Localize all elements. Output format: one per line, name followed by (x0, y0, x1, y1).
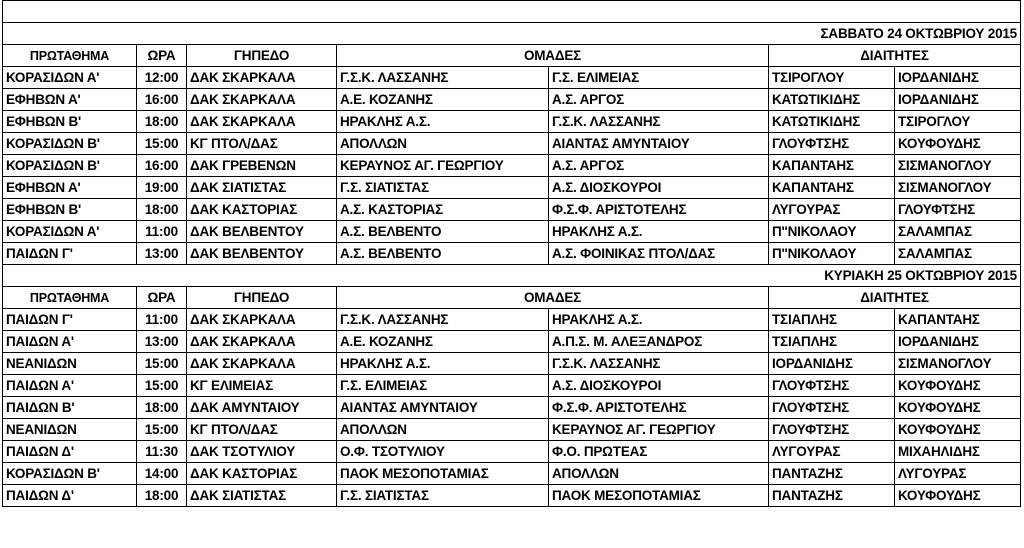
home-team-cell: Γ.Σ. ΣΙΑΤΙΣΤΑΣ (337, 177, 549, 199)
referee-2-cell: ΙΟΡΔΑΝΙΔΗΣ (895, 67, 1021, 89)
championship-cell: ΚΟΡΑΣΙΔΩΝ Β' (3, 155, 137, 177)
referee-2-cell: ΚΟΥΦΟΥΔΗΣ (895, 375, 1021, 397)
away-team-cell: Γ.Σ.Κ. ΛΑΣΣΑΝΗΣ (549, 111, 769, 133)
time-cell: 13:00 (137, 331, 187, 353)
time-cell: 15:00 (137, 353, 187, 375)
championship-cell: ΠΑΙΔΩΝ Α' (3, 375, 137, 397)
venue-cell: ΔΑΚ ΚΑΣΤΟΡΙΑΣ (187, 463, 337, 485)
championship-cell: ΕΦΗΒΩΝ Α' (3, 89, 137, 111)
venue-cell: ΔΑΚ ΚΑΣΤΟΡΙΑΣ (187, 199, 337, 221)
header-referees: ΔΙΑΙΤΗΤΕΣ (769, 45, 1021, 67)
championship-cell: ΠΑΙΔΩΝ Γ' (3, 309, 137, 331)
referee-1-cell: ΓΛΟΥΦΤΣΗΣ (769, 375, 895, 397)
championship-cell: ΠΑΙΔΩΝ Α' (3, 331, 137, 353)
home-team-cell: Γ.Σ.Κ. ΛΑΣΣΑΝΗΣ (337, 67, 549, 89)
venue-cell: ΔΑΚ ΣΚΑΡΚΑΛΑ (187, 331, 337, 353)
match-row (3, 463, 1021, 485)
separator-line (3, 1, 1021, 23)
away-team-cell: Γ.Σ. ΕΛΙΜΕΙΑΣ (549, 67, 769, 89)
referee-1-cell: ΛΥΓΟΥΡΑΣ (769, 199, 895, 221)
referee-2-cell: ΚΟΥΦΟΥΔΗΣ (895, 133, 1021, 155)
time-cell: 11:00 (137, 309, 187, 331)
time-cell: 18:00 (137, 199, 187, 221)
match-row (3, 155, 1021, 177)
championship-cell: ΚΟΡΑΣΙΔΩΝ Α' (3, 67, 137, 89)
time-cell: 16:00 (137, 89, 187, 111)
header-time: ΩΡΑ (137, 45, 187, 67)
home-team-cell: ΗΡΑΚΛΗΣ Α.Σ. (337, 111, 549, 133)
home-team-cell: ΑΠΟΛΛΩΝ (337, 419, 549, 441)
venue-cell: ΔΑΚ ΑΜΥΝΤΑΙΟΥ (187, 397, 337, 419)
day-title-row (3, 265, 1021, 287)
away-team-cell: ΗΡΑΚΛΗΣ Α.Σ. (549, 309, 769, 331)
referee-1-cell: Π''ΝΙΚΟΛΑΟΥ (769, 221, 895, 243)
referee-1-cell: ΚΑΤΩΤΙΚΙΔΗΣ (769, 111, 895, 133)
day-title: ΚΥΡΙΑΚΗ 25 ΟΚΤΩΒΡΙΟΥ 2015 (3, 265, 1021, 287)
time-cell: 18:00 (137, 111, 187, 133)
time-cell: 12:00 (137, 67, 187, 89)
time-cell: 19:00 (137, 177, 187, 199)
home-team-cell: Γ.Σ. ΕΛΙΜΕΙΑΣ (337, 375, 549, 397)
referee-1-cell: ΓΛΟΥΦΤΣΗΣ (769, 133, 895, 155)
away-team-cell: Φ.Σ.Φ. ΑΡΙΣΤΟΤΕΛΗΣ (549, 199, 769, 221)
match-row (3, 353, 1021, 375)
championship-cell: ΝΕΑΝΙΔΩΝ (3, 419, 137, 441)
away-team-cell: Α.Σ. ΑΡΓΟΣ (549, 155, 769, 177)
time-cell: 18:00 (137, 397, 187, 419)
referee-1-cell: ΠΑΝΤΑΖΗΣ (769, 485, 895, 507)
match-row (3, 375, 1021, 397)
championship-cell: ΕΦΗΒΩΝ Β' (3, 111, 137, 133)
time-cell: 15:00 (137, 419, 187, 441)
day-separator (3, 1, 1021, 23)
home-team-cell: Α.Ε. ΚΟΖΑΝΗΣ (337, 89, 549, 111)
match-row (3, 309, 1021, 331)
header-referees: ΔΙΑΙΤΗΤΕΣ (769, 287, 1021, 309)
referee-1-cell: ΤΣΙΑΠΛΗΣ (769, 331, 895, 353)
header-teams: ΟΜΑΔΕΣ (337, 45, 769, 67)
home-team-cell: Γ.Σ.Κ. ΛΑΣΣΑΝΗΣ (337, 309, 549, 331)
home-team-cell: Γ.Σ. ΣΙΑΤΙΣΤΑΣ (337, 485, 549, 507)
championship-cell: ΠΑΙΔΩΝ Γ' (3, 243, 137, 265)
header-time: ΩΡΑ (137, 287, 187, 309)
referee-2-cell: ΤΣΙΡΟΓΛΟΥ (895, 111, 1021, 133)
match-row (3, 485, 1021, 507)
championship-cell: ΝΕΑΝΙΔΩΝ (3, 353, 137, 375)
home-team-cell: ΠΑΟΚ ΜΕΣΟΠΟΤΑΜΙΑΣ (337, 463, 549, 485)
time-cell: 15:00 (137, 375, 187, 397)
referee-2-cell: ΚΟΥΦΟΥΔΗΣ (895, 419, 1021, 441)
match-row (3, 441, 1021, 463)
match-row (3, 133, 1021, 155)
away-team-cell: ΗΡΑΚΛΗΣ Α.Σ. (549, 221, 769, 243)
referee-2-cell: ΣΙΣΜΑΝΟΓΛΟΥ (895, 353, 1021, 375)
championship-cell: ΕΦΗΒΩΝ Β' (3, 199, 137, 221)
header-championship: ΠΡΩΤΑΘΗΜΑ (3, 45, 137, 67)
referee-1-cell: Π''ΝΙΚΟΛΑΟΥ (769, 243, 895, 265)
referee-2-cell: ΜΙΧΑΗΛΙΔΗΣ (895, 441, 1021, 463)
match-row (3, 419, 1021, 441)
referee-1-cell: ΠΑΝΤΑΖΗΣ (769, 463, 895, 485)
referee-1-cell: ΓΛΟΥΦΤΣΗΣ (769, 419, 895, 441)
venue-cell: ΔΑΚ ΓΡΕΒΕΝΩΝ (187, 155, 337, 177)
championship-cell: ΠΑΙΔΩΝ Β' (3, 397, 137, 419)
away-team-cell: Α.Π.Σ. Μ. ΑΛΕΞΑΝΔΡΟΣ (549, 331, 769, 353)
away-team-cell: Α.Σ. ΦΟΙΝΙΚΑΣ ΠΤΟΛ/ΔΑΣ (549, 243, 769, 265)
match-row (3, 67, 1021, 89)
referee-2-cell: ΣΑΛΑΜΠΑΣ (895, 221, 1021, 243)
referee-2-cell: ΚΟΥΦΟΥΔΗΣ (895, 397, 1021, 419)
time-cell: 11:30 (137, 441, 187, 463)
venue-cell: ΚΓ ΕΛΙΜΕΙΑΣ (187, 375, 337, 397)
referee-2-cell: ΣΙΣΜΑΝΟΓΛΟΥ (895, 155, 1021, 177)
match-row (3, 89, 1021, 111)
venue-cell: ΚΓ ΠΤΟΛ/ΔΑΣ (187, 133, 337, 155)
header-venue: ΓΗΠΕΔΟ (187, 287, 337, 309)
referee-1-cell: ΚΑΤΩΤΙΚΙΔΗΣ (769, 89, 895, 111)
championship-cell: ΚΟΡΑΣΙΔΩΝ Β' (3, 463, 137, 485)
home-team-cell: Α.Σ. ΒΕΛΒΕΝΤΟ (337, 243, 549, 265)
referee-2-cell: ΓΛΟΥΦΤΣΗΣ (895, 199, 1021, 221)
referee-1-cell: ΚΑΠΑΝΤΑΗΣ (769, 177, 895, 199)
referee-2-cell: ΣΑΛΑΜΠΑΣ (895, 243, 1021, 265)
venue-cell: ΔΑΚ ΣΙΑΤΙΣΤΑΣ (187, 485, 337, 507)
match-row (3, 177, 1021, 199)
referee-2-cell: ΙΟΡΔΑΝΙΔΗΣ (895, 331, 1021, 353)
day-title-row (3, 23, 1021, 45)
referee-1-cell: ΙΟΡΔΑΝΙΔΗΣ (769, 353, 895, 375)
match-row (3, 397, 1021, 419)
venue-cell: ΔΑΚ ΣΚΑΡΚΑΛΑ (187, 353, 337, 375)
referee-1-cell: ΤΣΙΑΠΛΗΣ (769, 309, 895, 331)
referee-2-cell: ΚΑΠΑΝΤΑΗΣ (895, 309, 1021, 331)
time-cell: 15:00 (137, 133, 187, 155)
time-cell: 16:00 (137, 155, 187, 177)
championship-cell: ΚΟΡΑΣΙΔΩΝ Β' (3, 133, 137, 155)
match-row (3, 199, 1021, 221)
venue-cell: ΔΑΚ ΣΚΑΡΚΑΛΑ (187, 67, 337, 89)
home-team-cell: Α.Σ. ΒΕΛΒΕΝΤΟ (337, 221, 549, 243)
championship-cell: ΕΦΗΒΩΝ Α' (3, 177, 137, 199)
venue-cell: ΔΑΚ ΣΚΑΡΚΑΛΑ (187, 111, 337, 133)
venue-cell: ΔΑΚ ΣΚΑΡΚΑΛΑ (187, 309, 337, 331)
championship-cell: ΠΑΙΔΩΝ Δ' (3, 441, 137, 463)
championship-cell: ΠΑΙΔΩΝ Δ' (3, 485, 137, 507)
referee-1-cell: ΛΥΓΟΥΡΑΣ (769, 441, 895, 463)
referee-1-cell: ΓΛΟΥΦΤΣΗΣ (769, 397, 895, 419)
championship-cell: ΚΟΡΑΣΙΔΩΝ Α' (3, 221, 137, 243)
referee-1-cell: ΚΑΠΑΝΤΑΗΣ (769, 155, 895, 177)
venue-cell: ΔΑΚ ΣΙΑΤΙΣΤΑΣ (187, 177, 337, 199)
schedule-table (2, 0, 1021, 507)
referee-2-cell: ΚΟΥΦΟΥΔΗΣ (895, 485, 1021, 507)
home-team-cell: Α.Σ. ΚΑΣΤΟΡΙΑΣ (337, 199, 549, 221)
away-team-cell: Γ.Σ.Κ. ΛΑΣΣΑΝΗΣ (549, 353, 769, 375)
venue-cell: ΚΓ ΠΤΟΛ/ΔΑΣ (187, 419, 337, 441)
time-cell: 14:00 (137, 463, 187, 485)
header-row (3, 45, 1021, 67)
header-venue: ΓΗΠΕΔΟ (187, 45, 337, 67)
match-row (3, 111, 1021, 133)
away-team-cell: ΑΠΟΛΛΩΝ (549, 463, 769, 485)
time-cell: 11:00 (137, 221, 187, 243)
header-row (3, 287, 1021, 309)
referee-2-cell: ΛΥΓΟΥΡΑΣ (895, 463, 1021, 485)
venue-cell: ΔΑΚ ΤΣΟΤΥΛΙΟΥ (187, 441, 337, 463)
time-cell: 13:00 (137, 243, 187, 265)
away-team-cell: ΠΑΟΚ ΜΕΣΟΠΟΤΑΜΙΑΣ (549, 485, 769, 507)
home-team-cell: ΗΡΑΚΛΗΣ Α.Σ. (337, 353, 549, 375)
match-row (3, 331, 1021, 353)
away-team-cell: Α.Σ. ΔΙΟΣΚΟΥΡΟΙ (549, 375, 769, 397)
away-team-cell: ΑΙΑΝΤΑΣ ΑΜΥΝΤΑΙΟΥ (549, 133, 769, 155)
away-team-cell: Α.Σ. ΔΙΟΣΚΟΥΡΟΙ (549, 177, 769, 199)
away-team-cell: Φ.Ο. ΠΡΩΤΕΑΣ (549, 441, 769, 463)
venue-cell: ΔΑΚ ΒΕΛΒΕΝΤΟΥ (187, 221, 337, 243)
match-row (3, 243, 1021, 265)
time-cell: 18:00 (137, 485, 187, 507)
home-team-cell: Α.Ε. ΚΟΖΑΝΗΣ (337, 331, 549, 353)
home-team-cell: ΑΙΑΝΤΑΣ ΑΜΥΝΤΑΙΟΥ (337, 397, 549, 419)
away-team-cell: Α.Σ. ΑΡΓΟΣ (549, 89, 769, 111)
away-team-cell: ΚΕΡΑΥΝΟΣ ΑΓ. ΓΕΩΡΓΙΟΥ (549, 419, 769, 441)
away-team-cell: Φ.Σ.Φ. ΑΡΙΣΤΟΤΕΛΗΣ (549, 397, 769, 419)
header-championship: ΠΡΩΤΑΘΗΜΑ (3, 287, 137, 309)
day-title: ΣΑΒΒΑΤΟ 24 ΟΚΤΩΒΡΙΟΥ 2015 (3, 23, 1021, 45)
home-team-cell: ΚΕΡΑΥΝΟΣ ΑΓ. ΓΕΩΡΓΙΟΥ (337, 155, 549, 177)
match-row (3, 221, 1021, 243)
home-team-cell: Ο.Φ. ΤΣΟΤΥΛΙΟΥ (337, 441, 549, 463)
referee-2-cell: ΙΟΡΔΑΝΙΔΗΣ (895, 89, 1021, 111)
referee-2-cell: ΣΙΣΜΑΝΟΓΛΟΥ (895, 177, 1021, 199)
header-teams: ΟΜΑΔΕΣ (337, 287, 769, 309)
referee-1-cell: ΤΣΙΡΟΓΛΟΥ (769, 67, 895, 89)
venue-cell: ΔΑΚ ΣΚΑΡΚΑΛΑ (187, 89, 337, 111)
venue-cell: ΔΑΚ ΒΕΛΒΕΝΤΟΥ (187, 243, 337, 265)
home-team-cell: ΑΠΟΛΛΩΝ (337, 133, 549, 155)
